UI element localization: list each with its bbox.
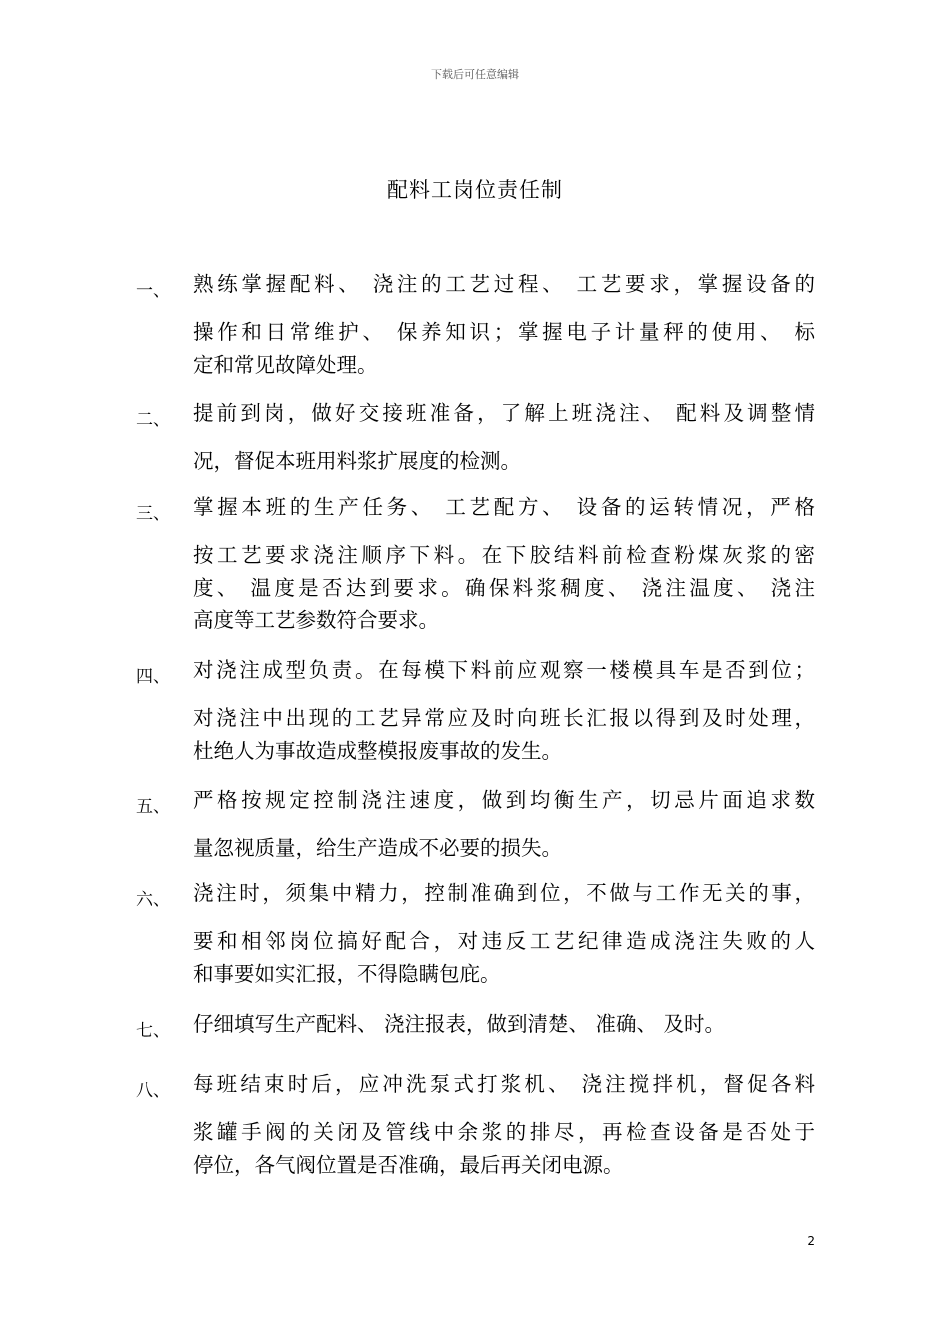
duty-item-number: 八、	[136, 1081, 170, 1101]
duty-item-line: 严格按规定控制浇注速度，做到均衡生产，切忌片面追求数	[193, 788, 815, 812]
duty-item-line: 杜绝人为事故造成整模报废事故的发生。	[193, 739, 562, 763]
duty-item-line: 浆罐手阀的关闭及管线中余浆的排尽，再检查设备是否处于	[193, 1120, 815, 1144]
duty-item-line: 定和常见故障处理。	[193, 353, 378, 377]
page-header: 下载后可任意编辑	[431, 68, 519, 81]
duty-item-line: 仔细填写生产配料、 浇注报表，做到清楚、 准确、 及时。	[193, 1012, 726, 1036]
duty-item-line: 操作和日常维护、 保养知识；掌握电子计量秤的使用、 标	[193, 320, 815, 344]
duty-item-line: 量忽视质量，给生产造成不必要的损失。	[193, 836, 562, 860]
document-title: 配料工岗位责任制	[387, 178, 563, 202]
duty-item-number: 二、	[136, 410, 170, 430]
duty-item-line: 对浇注中出现的工艺异常应及时向班长汇报以得到及时处理，	[193, 706, 815, 730]
duty-item-line: 每班结束时后，应冲洗泵式打浆机、 浇注搅拌机，督促各料	[193, 1072, 815, 1096]
page-number: 2	[807, 1234, 815, 1248]
duty-item-line: 度、 温度是否达到要求。确保料浆稠度、 浇注温度、 浇注	[193, 576, 815, 600]
duty-item-line: 熟练掌握配料、 浇注的工艺过程、 工艺要求，掌握设备的	[193, 272, 815, 296]
duty-item-number: 三、	[136, 504, 170, 524]
duty-item-line: 浇注时，须集中精力，控制准确到位，不做与工作无关的事，	[193, 881, 815, 905]
duty-item-line: 对浇注成型负责。在每模下料前应观察一楼模具车是否到位；	[193, 658, 815, 682]
duty-item-number: 六、	[136, 890, 170, 910]
duty-item-number: 七、	[136, 1021, 170, 1041]
duty-item-line: 况，督促本班用料浆扩展度的检测。	[193, 449, 521, 473]
duty-item-line: 按工艺要求浇注顺序下料。在下胶结料前检查粉煤灰浆的密	[193, 543, 815, 567]
duty-item-number: 四、	[136, 667, 170, 687]
duty-item-number: 一、	[136, 281, 170, 301]
duty-item-line: 和事要如实汇报，不得隐瞒包庇。	[193, 962, 501, 986]
duty-item-line: 停位，各气阀位置是否准确，最后再关闭电源。	[193, 1153, 624, 1177]
duty-item-line: 高度等工艺参数符合要求。	[193, 608, 439, 632]
duty-item-number: 五、	[136, 797, 170, 817]
duty-item-line: 掌握本班的生产任务、 工艺配方、 设备的运转情况，严格	[193, 495, 815, 519]
duty-item-line: 提前到岗，做好交接班准备，了解上班浇注、 配料及调整情	[193, 401, 815, 425]
duty-item-line: 要和相邻岗位搞好配合，对违反工艺纪律造成浇注失败的人	[193, 929, 815, 953]
